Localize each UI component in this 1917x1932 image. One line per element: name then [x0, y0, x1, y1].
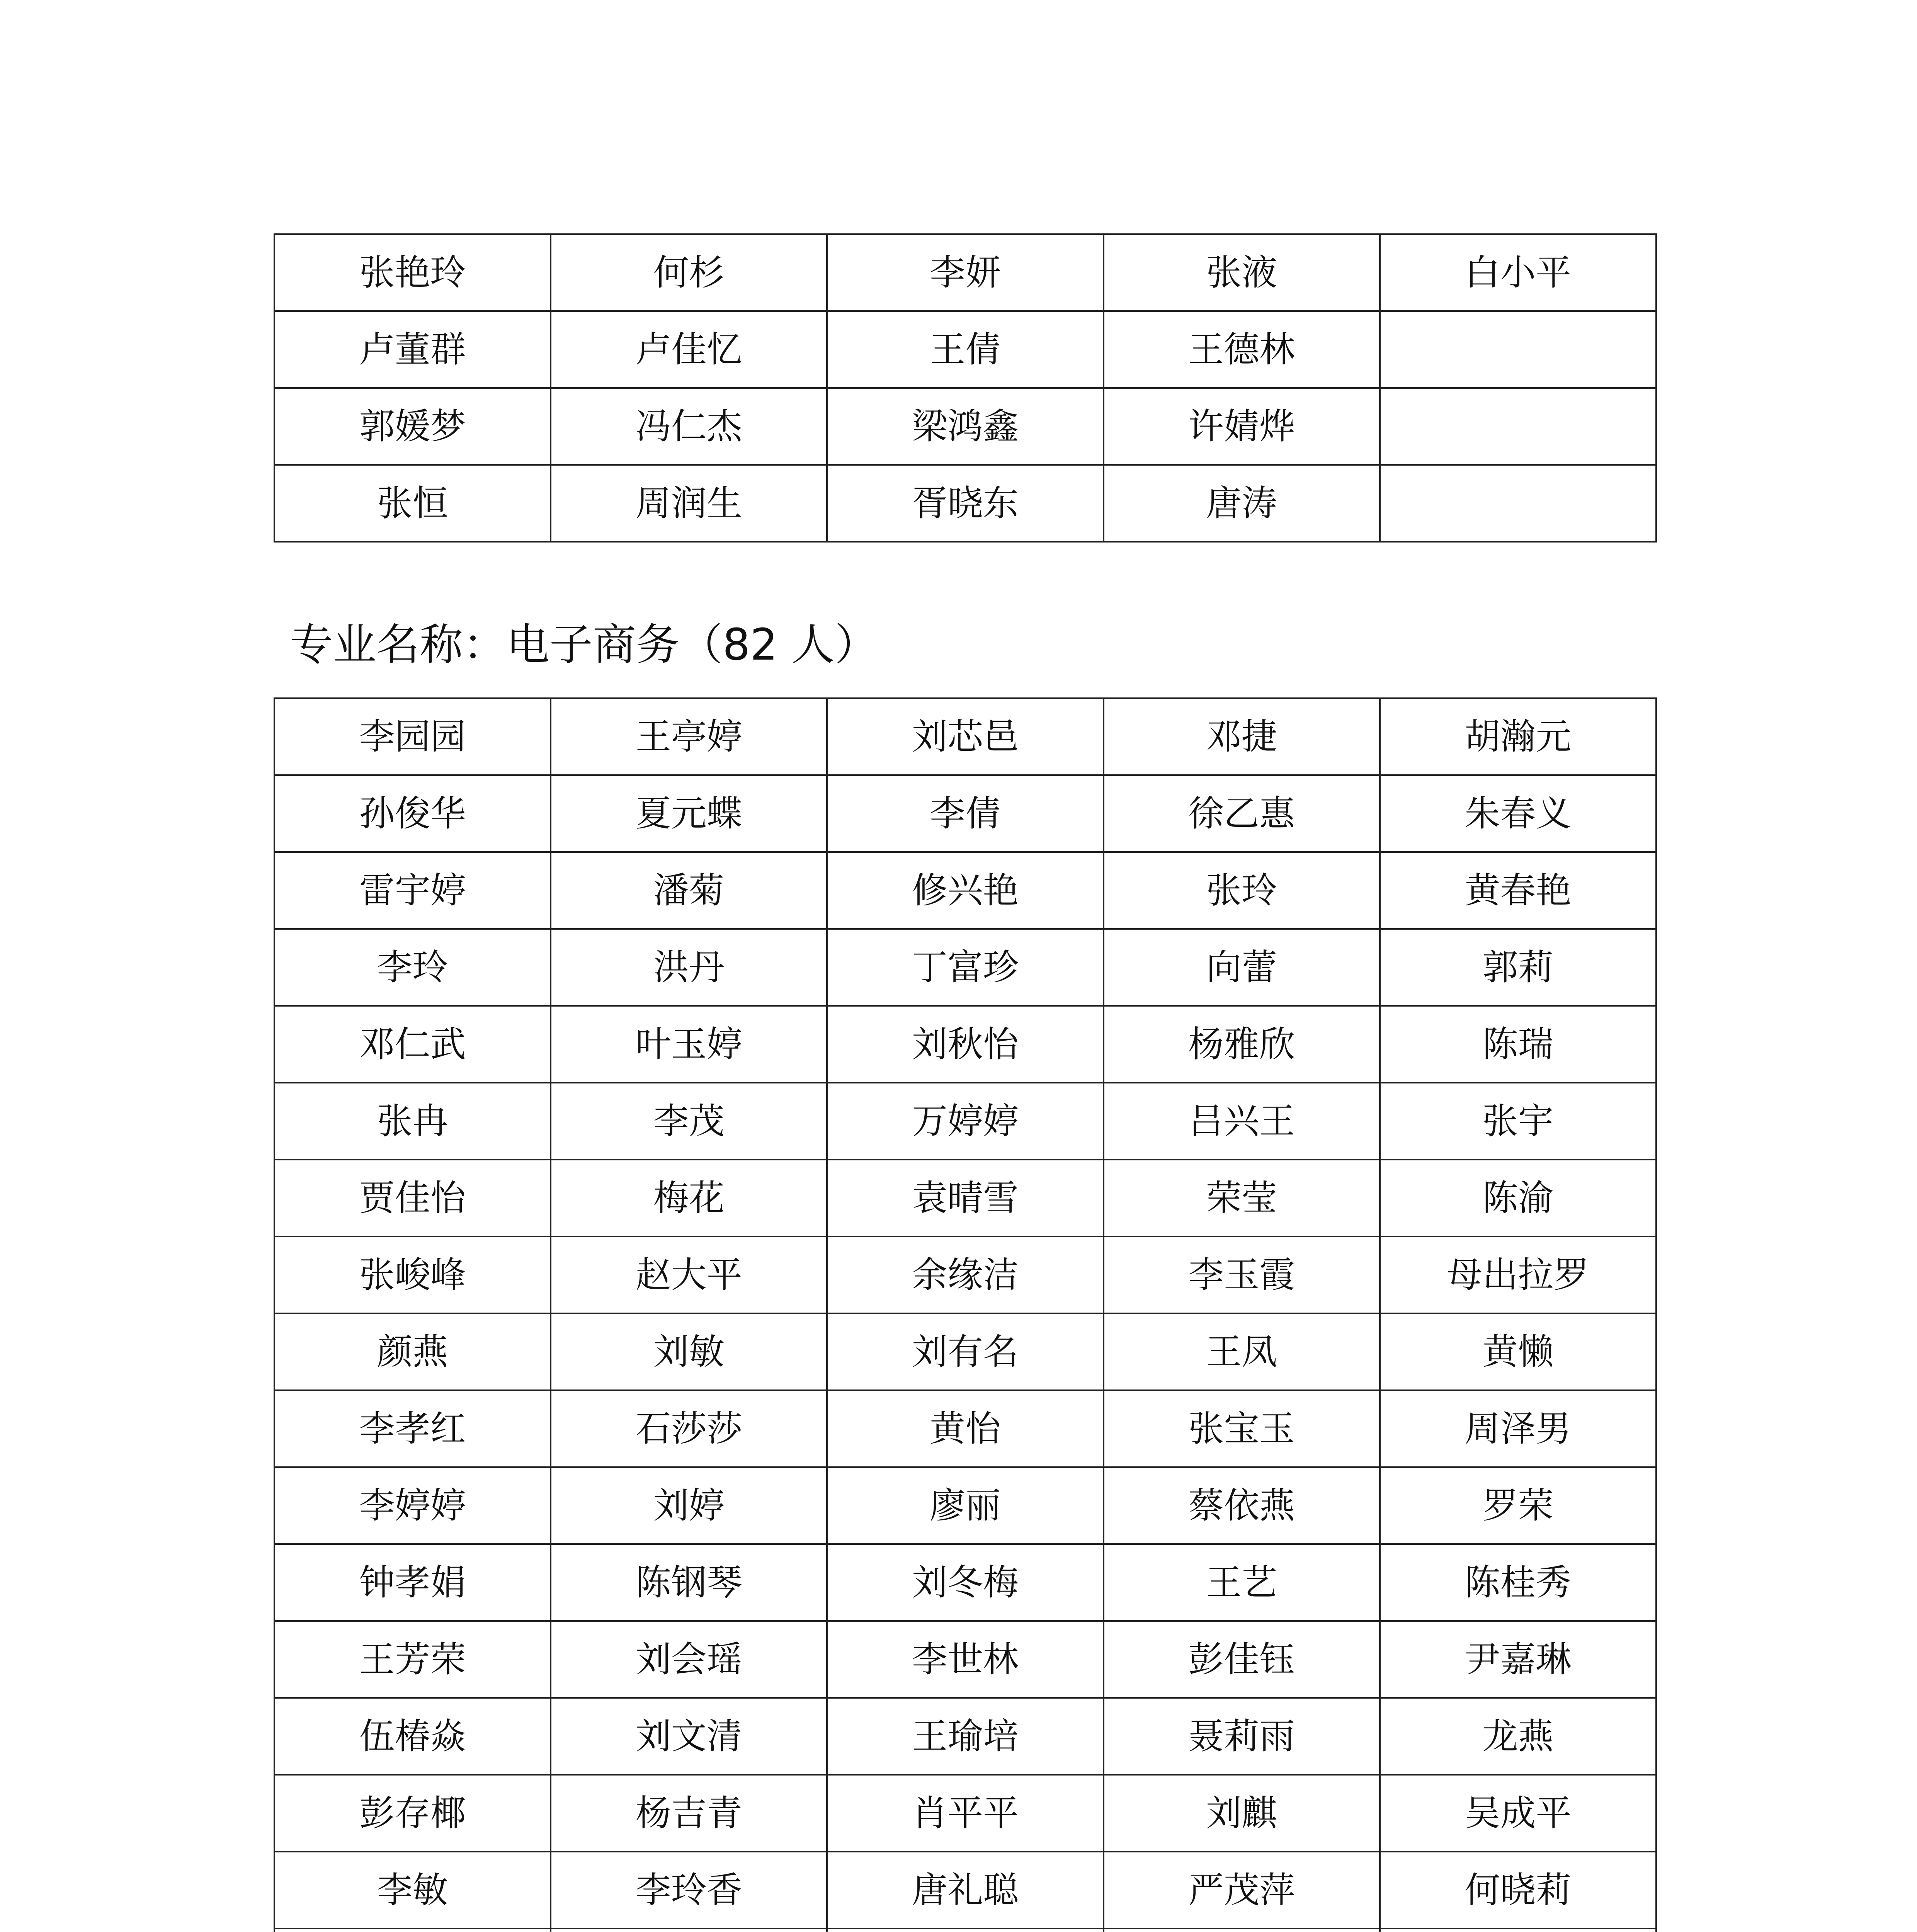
name-cell: 王倩	[827, 311, 1103, 388]
name-cell: 周泽男	[1380, 1390, 1656, 1467]
name-cell: 张恒	[274, 465, 551, 542]
name-cell: 刘敏	[551, 1313, 827, 1390]
name-cell: 郭媛梦	[274, 388, 551, 465]
name-cell: 荣莹	[1104, 1160, 1380, 1236]
table-row	[274, 698, 1656, 775]
name-cell: 何晓莉	[1380, 1852, 1656, 1929]
name-cell: 李玲香	[551, 1852, 827, 1929]
name-cell	[1380, 388, 1656, 465]
table-row	[274, 775, 1656, 852]
name-cell: 张峻峰	[274, 1236, 551, 1313]
name-cell: 陈瑞	[1380, 1006, 1656, 1083]
name-cell: 钟孝娟	[274, 1544, 551, 1621]
name-cell: 唐礼聪	[827, 1852, 1103, 1929]
name-cell: 周润生	[551, 465, 827, 542]
name-cell: 李园园	[274, 698, 551, 775]
name-cell: 李敏	[274, 1852, 551, 1929]
name-cell: 赵大平	[551, 1236, 827, 1313]
name-cell: 何杉	[551, 234, 827, 311]
name-cell: 冯仁杰	[551, 388, 827, 465]
name-cell: 余缘洁	[827, 1236, 1103, 1313]
table-row	[274, 1621, 1656, 1698]
name-cell: 万婷婷	[827, 1083, 1103, 1160]
name-cell: 黄春艳	[1380, 852, 1656, 929]
name-cell: 李孝红	[274, 1390, 551, 1467]
name-cell: 刘冬梅	[827, 1544, 1103, 1621]
name-cell	[274, 1929, 551, 1932]
name-cell: 李妍	[827, 234, 1103, 311]
name-cell: 邓仁武	[274, 1006, 551, 1083]
name-cell	[827, 1929, 1103, 1932]
table-row	[274, 852, 1656, 929]
name-cell: 袁晴雪	[827, 1160, 1103, 1236]
name-cell: 李茂	[551, 1083, 827, 1160]
name-cell: 刘婷	[551, 1467, 827, 1544]
name-cell: 肖平平	[827, 1775, 1103, 1852]
table-row	[274, 1160, 1656, 1236]
name-cell	[1380, 1929, 1656, 1932]
table-row	[274, 234, 1656, 311]
table-row	[274, 1390, 1656, 1467]
table-row	[274, 1083, 1656, 1160]
table-row	[274, 311, 1656, 388]
name-cell: 洪丹	[551, 929, 827, 1006]
name-cell: 朱春义	[1380, 775, 1656, 852]
table-row	[274, 388, 1656, 465]
table-row	[274, 1775, 1656, 1852]
name-cell: 唐涛	[1104, 465, 1380, 542]
name-cell: 黄怡	[827, 1390, 1103, 1467]
name-cell: 母出拉罗	[1380, 1236, 1656, 1313]
name-cell	[1380, 311, 1656, 388]
table-row	[274, 1467, 1656, 1544]
name-cell: 白小平	[1380, 234, 1656, 311]
name-cell: 王瑜培	[827, 1698, 1103, 1775]
name-cell: 向蕾	[1104, 929, 1380, 1006]
name-cell: 彭佳钰	[1104, 1621, 1380, 1698]
name-cell: 杨雅欣	[1104, 1006, 1380, 1083]
name-cell: 龙燕	[1380, 1698, 1656, 1775]
table-row	[274, 1929, 1656, 1932]
name-cell: 李婷婷	[274, 1467, 551, 1544]
name-cell: 刘有名	[827, 1313, 1103, 1390]
name-cell: 石莎莎	[551, 1390, 827, 1467]
name-cell: 陈渝	[1380, 1160, 1656, 1236]
name-cell: 黄懒	[1380, 1313, 1656, 1390]
name-cell: 孙俊华	[274, 775, 551, 852]
name-cell: 蔡依燕	[1104, 1467, 1380, 1544]
name-table-continued	[274, 233, 1657, 543]
name-cell: 邓捷	[1104, 698, 1380, 775]
name-cell	[551, 1929, 827, 1932]
name-cell: 胡瀚元	[1380, 698, 1656, 775]
name-cell: 雷宇婷	[274, 852, 551, 929]
major-heading-ecommerce: 专业名称：电子商务（82 人）	[290, 620, 878, 670]
name-cell: 刘文清	[551, 1698, 827, 1775]
name-cell: 吴成平	[1380, 1775, 1656, 1852]
name-cell: 张宇	[1380, 1083, 1656, 1160]
name-cell: 刘秋怡	[827, 1006, 1103, 1083]
name-cell: 夏元蝶	[551, 775, 827, 852]
name-cell: 伍椿焱	[274, 1698, 551, 1775]
name-cell: 梅花	[551, 1160, 827, 1236]
name-cell: 罗荣	[1380, 1467, 1656, 1544]
name-cell: 陈桂秀	[1380, 1544, 1656, 1621]
name-cell: 王亭婷	[551, 698, 827, 775]
name-cell	[1380, 465, 1656, 542]
name-cell: 李玉霞	[1104, 1236, 1380, 1313]
name-cell: 聂莉雨	[1104, 1698, 1380, 1775]
name-cell: 彭存椰	[274, 1775, 551, 1852]
name-cell	[1104, 1929, 1380, 1932]
name-cell: 张艳玲	[274, 234, 551, 311]
name-cell: 李倩	[827, 775, 1103, 852]
name-cell: 颜燕	[274, 1313, 551, 1390]
table-row	[274, 1698, 1656, 1775]
name-cell: 王德林	[1104, 311, 1380, 388]
table-row	[274, 1313, 1656, 1390]
name-table-ecommerce	[274, 697, 1657, 1932]
name-cell: 叶玉婷	[551, 1006, 827, 1083]
name-cell: 李世林	[827, 1621, 1103, 1698]
name-cell: 尹嘉琳	[1380, 1621, 1656, 1698]
name-cell: 郭莉	[1380, 929, 1656, 1006]
table-row	[274, 1544, 1656, 1621]
name-cell: 梁鸿鑫	[827, 388, 1103, 465]
name-cell: 廖丽	[827, 1467, 1103, 1544]
name-cell: 吕兴王	[1104, 1083, 1380, 1160]
table-row	[274, 1006, 1656, 1083]
table-row	[274, 1236, 1656, 1313]
name-cell: 张液	[1104, 234, 1380, 311]
table-row	[274, 1852, 1656, 1929]
name-cell: 刘麒	[1104, 1775, 1380, 1852]
name-cell: 刘会瑶	[551, 1621, 827, 1698]
name-cell: 胥晓东	[827, 465, 1103, 542]
name-cell: 刘芯邑	[827, 698, 1103, 775]
name-cell: 杨吉青	[551, 1775, 827, 1852]
name-cell: 严茂萍	[1104, 1852, 1380, 1929]
name-cell: 修兴艳	[827, 852, 1103, 929]
name-cell: 王芳荣	[274, 1621, 551, 1698]
name-cell: 李玲	[274, 929, 551, 1006]
name-cell: 王凤	[1104, 1313, 1380, 1390]
name-cell: 潘菊	[551, 852, 827, 929]
name-cell: 张宝玉	[1104, 1390, 1380, 1467]
name-cell: 陈钢琴	[551, 1544, 827, 1621]
name-cell: 卢董群	[274, 311, 551, 388]
name-cell: 张冉	[274, 1083, 551, 1160]
name-cell: 王艺	[1104, 1544, 1380, 1621]
name-cell: 贾佳怡	[274, 1160, 551, 1236]
name-cell: 徐乙惠	[1104, 775, 1380, 852]
name-cell: 卢佳忆	[551, 311, 827, 388]
name-cell: 许婧烨	[1104, 388, 1380, 465]
table-row	[274, 465, 1656, 542]
table-row	[274, 929, 1656, 1006]
name-cell: 张玲	[1104, 852, 1380, 929]
name-cell: 丁富珍	[827, 929, 1103, 1006]
